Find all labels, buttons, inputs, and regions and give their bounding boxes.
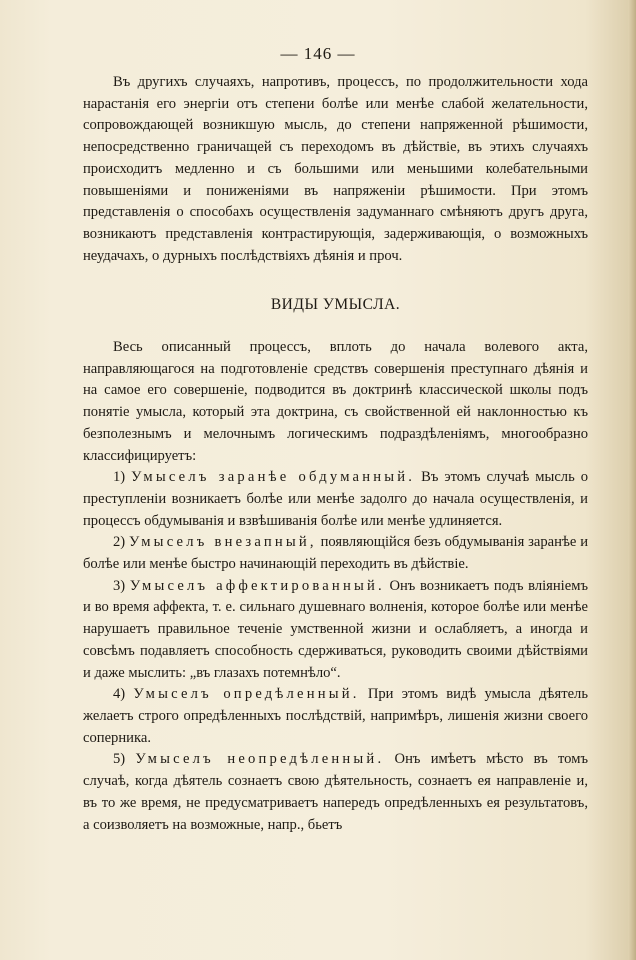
item-text: Онъ возникаетъ подъ вліяніемъ и во время аффекта, т. е. сильнаго душевнаго волненія, которое болѣе или менѣе нарушаетъ правильное теченіе умственной жизни и ослабляетъ, а иногда и совсѣмъ подавляетъ способность сдерживаться, руководить своими дѣйствіями и даже мыслить: „въ глазахъ потемнѣло“. <box>83 577 588 681</box>
item-term: Умыселъ опредѣленный. <box>133 686 360 703</box>
list-item-2 <box>83 532 588 575</box>
item-text: появляющійся безъ обдумыванія заранѣе и болѣе или менѣе быстро начинающій переходить въ дѣйствіе. <box>83 534 589 573</box>
item-text: Въ этомъ случаѣ мысль о преступленіи возникаетъ болѣе или менѣе задолго до начала осуществленія, и процессъ обдумыванія и взвѣшиванія болѣе или менѣе удлиняется. <box>83 469 588 529</box>
item-term: Умыселъ аффектированный. <box>129 577 385 594</box>
item-term: Умыселъ неопредѣленный. <box>135 751 385 768</box>
list-item-5 <box>83 749 588 836</box>
item-term: Умыселъ внезапный, <box>129 534 317 551</box>
item-number: 1) <box>113 469 126 486</box>
page-number: — 146 — <box>280 44 356 63</box>
item-text: При этомъ видѣ умысла дѣятель желаетъ строго опредѣленныхъ послѣдствій, напримѣръ, лишенія жизни своего соперника. <box>83 686 588 746</box>
item-number: 3) <box>113 577 126 594</box>
list-item-4 <box>83 684 588 749</box>
page-edge <box>628 0 636 960</box>
list-item-3 <box>83 576 588 685</box>
item-number: 5) <box>113 751 126 768</box>
item-number: 2) <box>113 534 126 551</box>
section-heading: ВИДЫ УМЫСЛА. <box>270 296 401 314</box>
intro-paragraph: Весь описанный процессъ, вплоть до начала волевого акта, направляющагося на подготовленіе средствъ совершенія преступнаго дѣянія и на самое его совершеніе, подводится въ доктринѣ классической школы подъ понятіе умысла, который эта доктрина, съ свойственной ей наклонностью къ безполезнымъ и мелочнымъ логическимъ подраздѣленіямъ, многообразно классифицируетъ: <box>83 339 588 464</box>
item-number: 4) <box>113 686 126 703</box>
item-term: Умыселъ заранѣе обдуманный. <box>131 469 416 486</box>
paragraph-1: Въ другихъ случаяхъ, напротивъ, процессъ, по продолжительности хода нарастанія его энергіи отъ степени болѣе или менѣе слабой желательности, сопровождающей возникшую мысль, до степени напряженной рѣшимости, непосредственно граничащей съ переходомъ въ дѣйствіе, въ этихъ случаяхъ происходитъ медленно и съ большими или меньшими колебательными повышеніями и пониженіями въ напряженіи рѣшимости. При этомъ представленія о способахъ осуществленія задуманнаго смѣняютъ другъ друга, возникаютъ представленія контрастирующія, задерживающія, о возможныхъ неудачахъ, о дурныхъ послѣдствіяхъ дѣянія и проч. <box>83 74 588 264</box>
item-text: Онъ имѣетъ мѣсто въ томъ случаѣ, когда дѣятель сознаетъ свою дѣятельность, сознаетъ ея направленіе и, въ то же время, не предусматриваетъ напередъ опредѣленныхъ ея результатовъ, а соизволяетъ на возможные, напр., бьетъ <box>83 751 588 833</box>
list-item-1 <box>83 467 588 532</box>
page-body <box>83 72 588 836</box>
